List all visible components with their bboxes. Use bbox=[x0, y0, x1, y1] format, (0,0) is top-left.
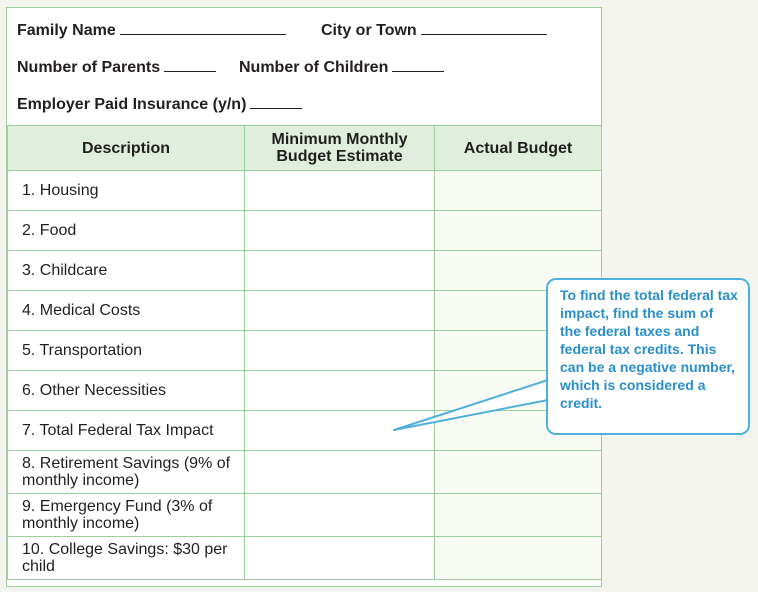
insurance-label: Employer Paid Insurance (y/n) bbox=[17, 96, 247, 113]
row-label-total-federal-tax-impact: 7. Total Federal Tax Impact bbox=[8, 411, 245, 451]
tip-callout bbox=[546, 278, 750, 435]
callout-text: To find the total federal tax impact, find the sum of the federal taxes and federal tax credits. This can be a negative number, which is considered a credit. bbox=[560, 287, 738, 411]
col-header-minimum-estimate: Minimum Monthly Budget Estimate bbox=[245, 126, 435, 171]
row-label-college-savings: 10. College Savings: $30 per child bbox=[8, 537, 245, 580]
col-header-actual-budget: Actual Budget bbox=[435, 126, 602, 171]
row-label-retirement-savings: 8. Retirement Savings (9% of monthly income) bbox=[8, 451, 245, 494]
row-label-housing: 1. Housing bbox=[8, 171, 245, 211]
row-label-other-necessities: 6. Other Necessities bbox=[8, 371, 245, 411]
row-label-childcare: 3. Childcare bbox=[8, 251, 245, 291]
row-label-transportation: 5. Transportation bbox=[8, 331, 245, 371]
family-name-label: Family Name bbox=[17, 22, 116, 39]
callout-pointer-shape bbox=[394, 380, 548, 430]
row-label-food: 2. Food bbox=[8, 211, 245, 251]
parents-label: Number of Parents bbox=[17, 59, 161, 76]
row-label-medical-costs: 4. Medical Costs bbox=[8, 291, 245, 331]
city-label: City or Town bbox=[321, 22, 417, 39]
col-header-description: Description bbox=[8, 126, 245, 171]
row-label-emergency-fund: 9. Emergency Fund (3% of monthly income) bbox=[8, 494, 245, 537]
children-label: Number of Children bbox=[239, 59, 389, 76]
